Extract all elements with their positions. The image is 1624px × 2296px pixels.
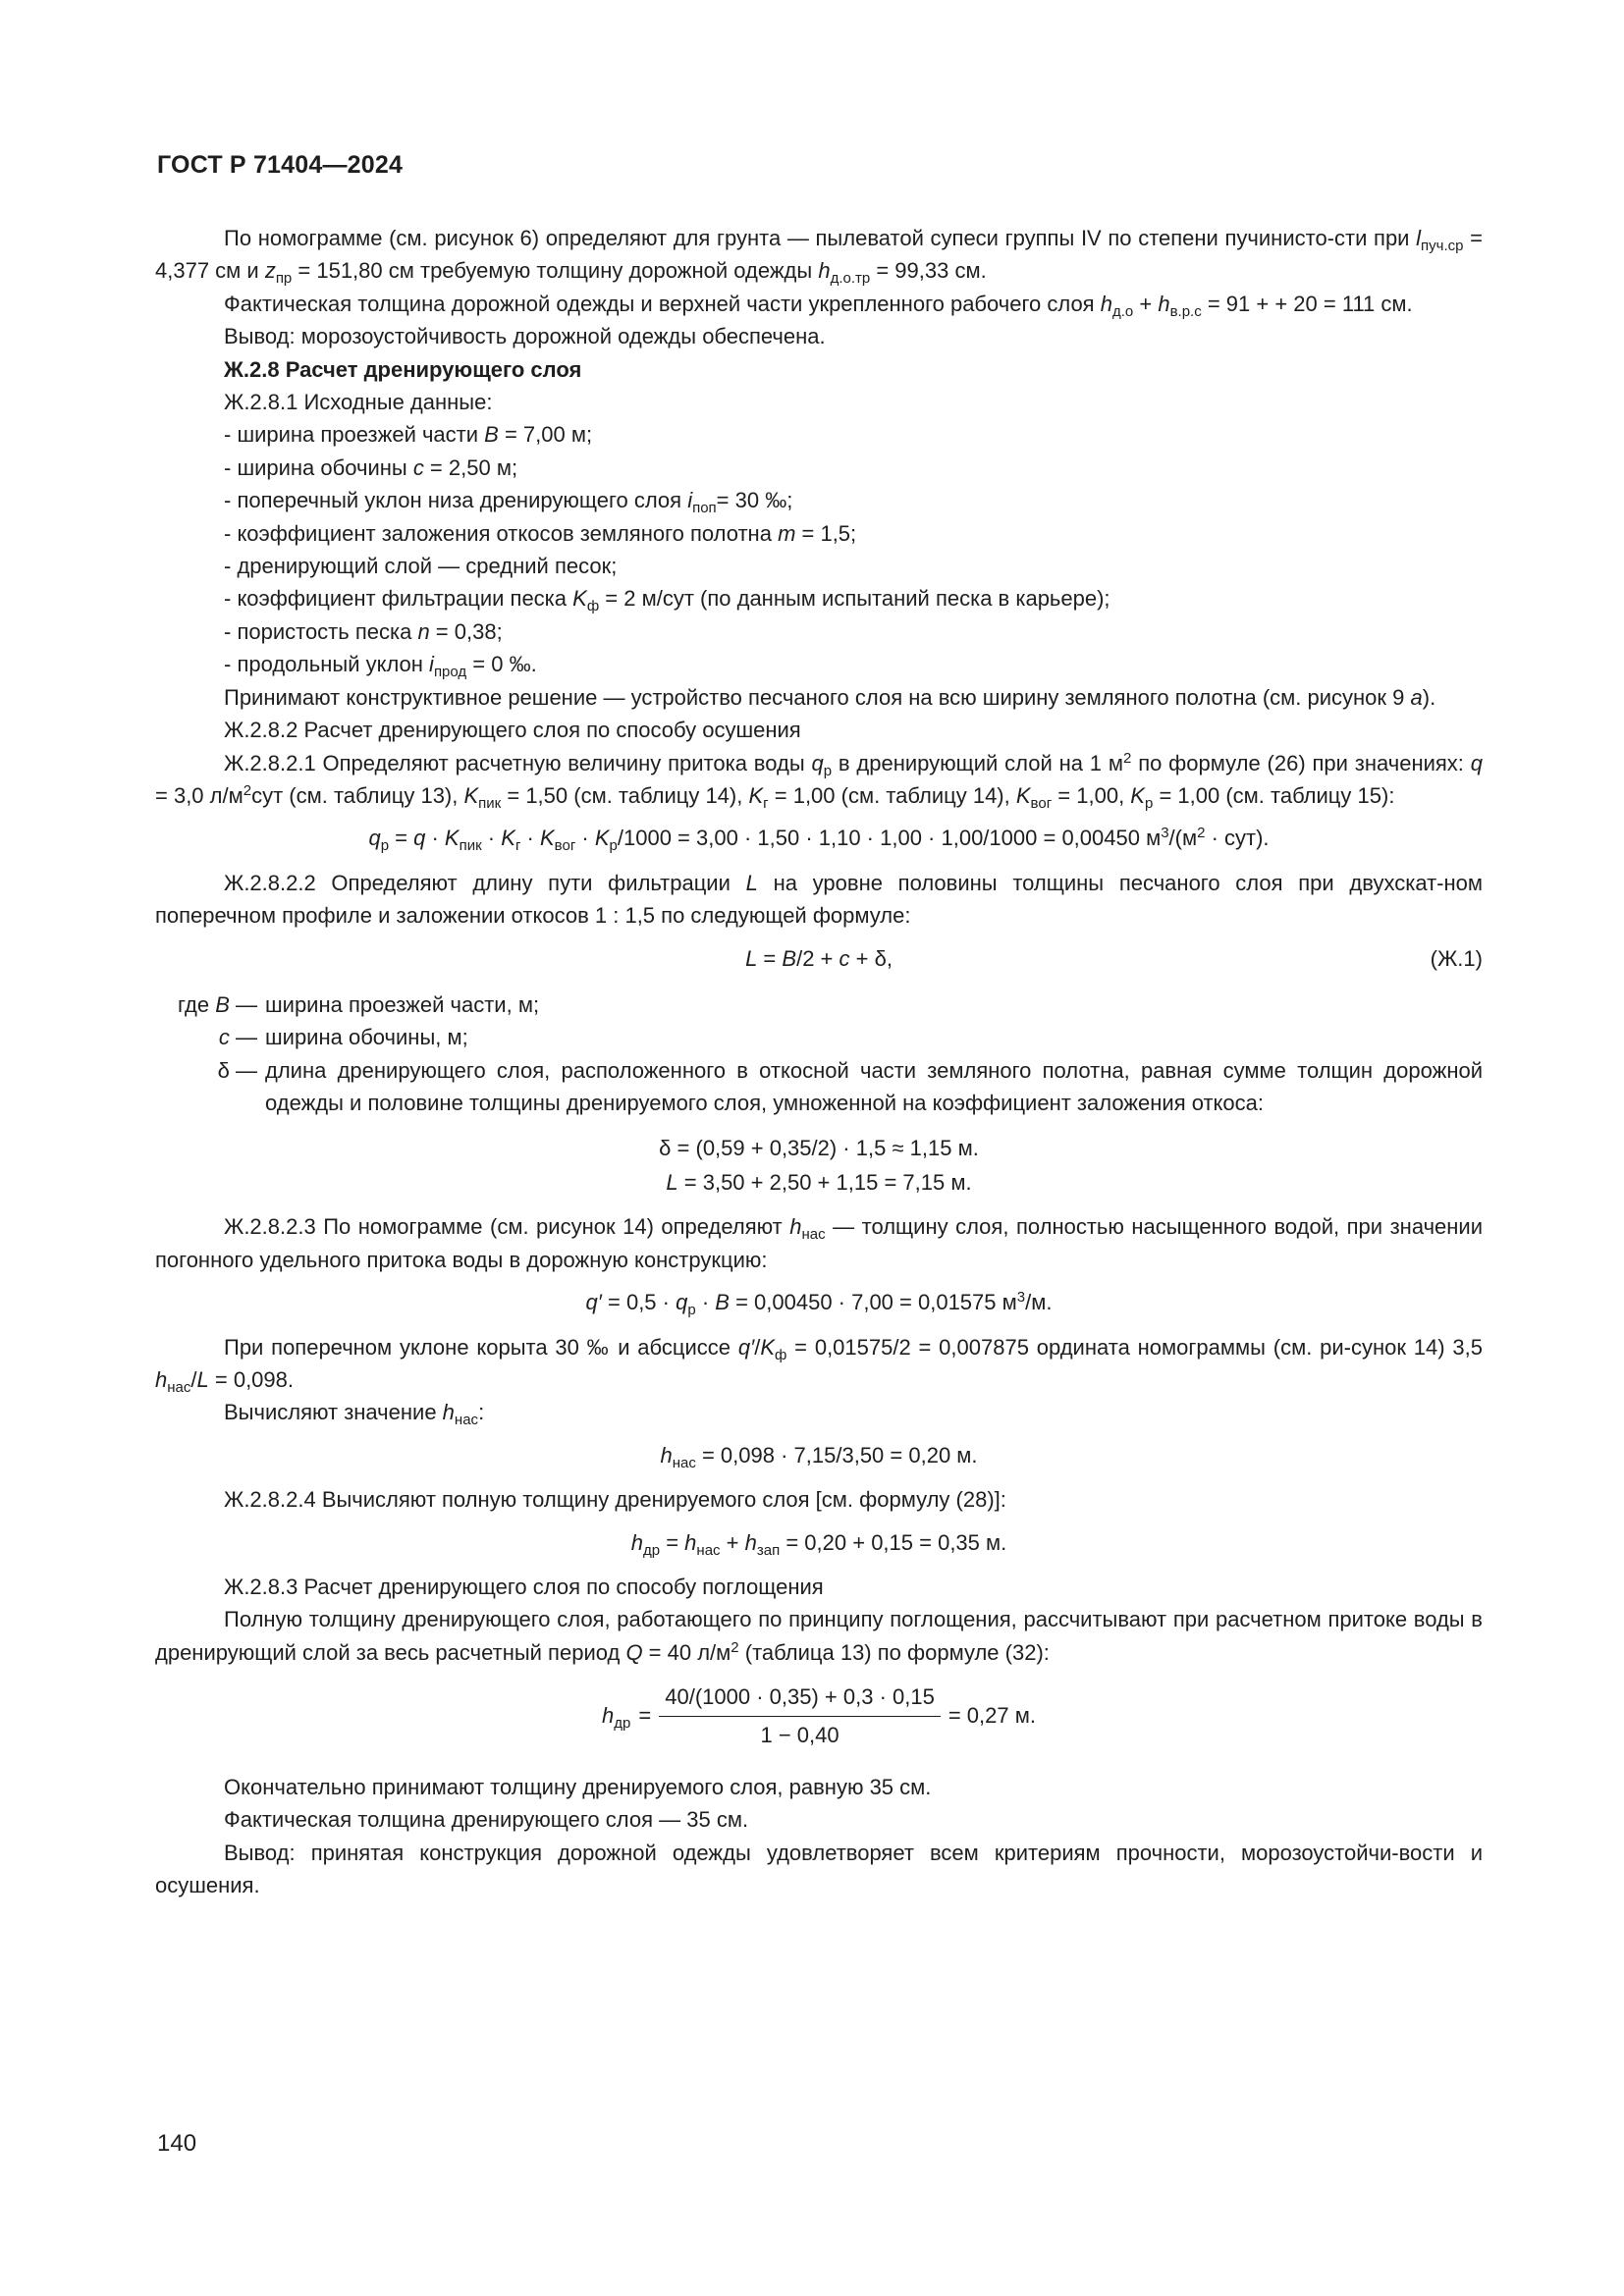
formula-number: (Ж.1): [1430, 945, 1483, 971]
formula-q-prime: $q' = 0,5 \cdot q_р \cdot B = 0,00450 \cdot 7,00 = 0,01575$ $м^3/м$.: [585, 1289, 1053, 1319]
formula-hdr: $h_{др} = h_{нас} + h_{зап} = 0,20 + 0,15 = 0,35$ м.: [630, 1529, 1007, 1559]
input-data-list: [155, 418, 1483, 680]
list-item: - пористость песка n = 0,38;: [224, 618, 503, 644]
subsection-zh283: Ж.2.8.3 Расчет дренирующего слоя по способу поглощения: [224, 1575, 824, 1600]
formula-hdr-fraction: $h_{др}$ = $\frac{40/(1000 \cdot 0,35) + 0,3 \cdot 0,15}{1 - 0,40}$ = 0,27 м.: [155, 1681, 1483, 1751]
paragraph-design-solution: Принимают конструктивное решение — устройство песчаного слоя на всю ширину земляного полотна (см. рисунок 9 а).: [224, 684, 1436, 710]
fraction-numerator: 40/(1000 · 0,35) + 0,3 · 0,15: [659, 1681, 941, 1716]
paragraph-zh2822: Ж.2.8.2.2 Определяют длину пути фильтрации L на уровне половины толщины песчаного слоя при двухскат-ном поперечном профиле и заложении откосов 1 : 1,5 по следующей формуле:: [155, 870, 1483, 929]
paragraph-zh2823: Ж.2.8.2.3 По номограмме (см. рисунок 14) определяют $h_{нас}$ — толщину слоя, полностью насыщенного водой, при значении погонного удельного притока воды в дорожную конструкцию:: [155, 1214, 1483, 1272]
list-item: - продольный уклон $i_{прод} = 0$ ‰.: [224, 652, 537, 681]
paragraph-slope: При поперечном уклоне корыта 30 ‰ и абсциссе $q'/K_ф = 0,01575/2 = 0,007875$ ордината номограммы (см. ри-сунок 14) 3,5 $h_{нас}/L = 0,098$.: [155, 1334, 1483, 1396]
formula-qp: $q_р = q \cdot K_{пик} \cdot K_г \cdot K_{вог} \cdot K_р/1000 = 3,00 \cdot 1,50 \cdot 1,10 \cdot 1,00 \cdot 1,00/1000 = 0,00450$ $м^3/(м^2 \cdot сут)$.: [368, 825, 1270, 855]
section-heading-zh28: Ж.2.8 Расчет дренирующего слоя: [224, 356, 582, 382]
paragraph-zh2824: Ж.2.8.2.4 Вычисляют полную толщину дренируемого слоя [см. формулу (28)]:: [224, 1487, 1006, 1513]
subsection-zh282: Ж.2.8.2 Расчет дренирующего слоя по способу осушения: [224, 718, 801, 743]
fraction: [659, 1681, 941, 1751]
formula-L: L = B/2 + c + δ, (Ж.1): [155, 942, 1483, 975]
where-item: где B — ширина проезжей части, м;: [177, 991, 540, 1017]
list-item: - коэффициент фильтрации песка $K_ф = 2$ м/сут (по данным испытаний песка в карьере);: [224, 586, 1110, 615]
document-body: [155, 222, 1483, 1902]
where-item: c — ширина обочины, м;: [218, 1025, 468, 1050]
paragraph-nomogram: По номограмме (см. рисунок 6) определяют для грунта — пылеватой супеси группы IV по степени пучинисто-сти при $l_{пуч.ср} = 4,377$ см и $z_{пр} = 151,80$ см требуемую толщину дорожной одежды $h_{д.о.тр} = 99,33$ см.: [155, 226, 1483, 288]
page-number: 140: [157, 2130, 197, 2157]
list-item: - дренирующий слой — средний песок;: [224, 554, 618, 579]
list-item: - ширина обочины c = 2,50 м;: [224, 454, 518, 480]
paragraph-zh283: Полную толщину дренирующего слоя, работающего по принципу поглощения, рассчитывают при расчетном притоке воды в дренирующий слой за весь расчетный период Q = 40 $л/м^2$ (таблица 13) по формуле (32):: [155, 1607, 1483, 1665]
fraction-denominator: 1 − 0,40: [760, 1722, 839, 1747]
formula-L-value: L = 3,50 + 2,50 + 1,15 = 7,15 м.: [666, 1169, 972, 1195]
formula-hnas: $h_{нас} = 0,098 \cdot 7,15/3,50 = 0,20$ м.: [660, 1442, 978, 1471]
where-item: δ — длина дренирующего слоя, расположенного в откосной части земляного полотна, равная сумме толщин дорожной одежды и половине толщины дренируемого слоя, умноженной на коэффициент заложения откоса:: [217, 1057, 1483, 1116]
document-header: ГОСТ Р 71404—2024: [157, 151, 404, 179]
paragraph-actual-drain: Фактическая толщина дренирующего слоя — 35 см.: [224, 1807, 749, 1833]
where-list: [155, 988, 1483, 1120]
list-item: - поперечный уклон низа дренирующего слоя $i_{поп}= 30$ ‰;: [224, 488, 793, 517]
list-item: - ширина проезжей части B = 7,00 м;: [224, 422, 593, 448]
paragraph-conclusion-frost: Вывод: морозоустойчивость дорожной одежды обеспечена.: [224, 324, 826, 349]
formula-delta: δ = (0,59 + 0,35/2) · 1,5 ≈ 1,15 м.: [659, 1135, 979, 1160]
paragraph-zh2821: Ж.2.8.2.1 Определяют расчетную величину притока воды $q_р$ в дренирующий слой на 1 $м^2$ по формуле (26) при значениях: q = 3,0 $л/м^2сут$ (см. таблицу 13), $K_{пик} = 1,50$ (см. таблицу 14), $K_г = 1,00$ (см. таблицу 14), $K_{вог} = 1,00$, $K_р = 1,00$ (см. таблицу 15):: [155, 749, 1483, 812]
subsection-zh281: Ж.2.8.1 Исходные данные:: [224, 390, 493, 415]
paragraph-final-conclusion: Вывод: принятая конструкция дорожной одежды удовлетворяет всем критериям прочности, морозоустойчи-вости и осушения.: [155, 1840, 1483, 1898]
list-item: - коэффициент заложения откосов земляного полотна m = 1,5;: [224, 520, 857, 546]
paragraph-compute-hnas: Вычисляют значение $h_{нас}$:: [224, 1400, 485, 1429]
paragraph-actual-thickness: Фактическая толщина дорожной одежды и верхней части укрепленного рабочего слоя $h_{д.о} + h_{в.р.с} = 91$ + + 20 = 111 см.: [224, 291, 1413, 320]
paragraph-final-thickness: Окончательно принимают толщину дренируемого слоя, равную 35 см.: [224, 1775, 932, 1800]
